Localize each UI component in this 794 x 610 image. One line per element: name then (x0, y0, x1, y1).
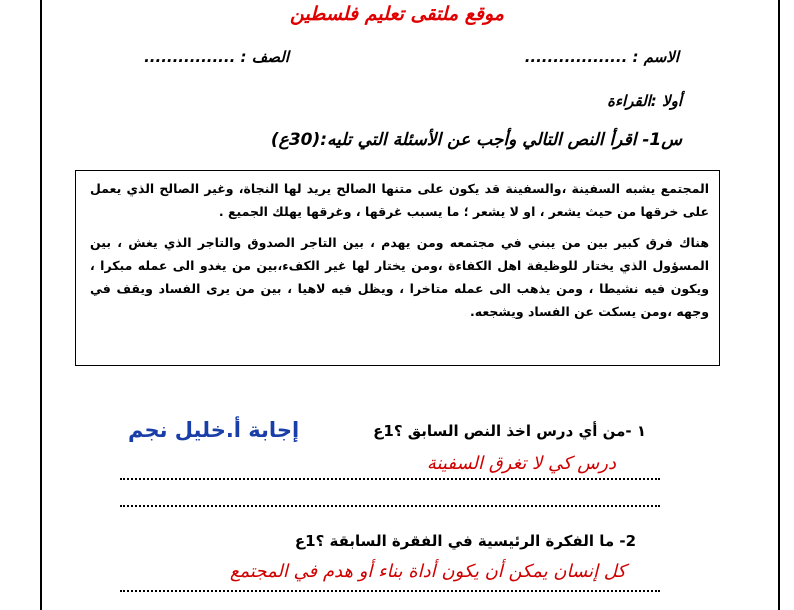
question-2-text: 2- ما الفكرة الرئيسية في الفقرة السابقة ؟1ع (294, 532, 636, 550)
reading-passage-box (75, 170, 720, 366)
answer-line (120, 505, 660, 507)
name-field-label: الاسم : .................. (524, 48, 679, 66)
answer-line (120, 590, 660, 592)
class-field-label: الصف : ................ (144, 48, 289, 66)
question-1-answer: درس كي لا تغرق السفينة (426, 453, 616, 474)
answer-by-label: إجابة أ.خليل نجم (128, 418, 300, 442)
question-main-title: س1- اقرأ النص التالي وأجب عن الأسئلة التي تليه:(30ع) (270, 130, 682, 150)
question-1-text: ١ -من أي درس اخذ النص السابق ؟1ع (373, 422, 646, 440)
answer-line (120, 478, 660, 480)
question-2-answer: كل إنسان يمكن أن يكون أداة بناء أو هدم في المجتمع (229, 561, 626, 582)
passage-paragraph-2: هناك فرق كبير بين من يبني في مجتمعه ومن يهدم ، بين التاجر الصدوق والتاجر الذي يغش ، بين المسؤول الذي يختار للوظيفة اهل الكفاءة ،ومن يختار لها غير الكفء،بين من يغدو الى عمله مبكرا ، ويكون فيه نشيطا ، ومن يذهب الى عمله متاخرا ، ويظل فيه لاهيا ، بين من يرى الفساد ويقف في وجهه ،ومن يسكت عن الفساد ويشجعه. (90, 235, 709, 319)
site-title: موقع ملتقى تعليم فلسطين (290, 3, 504, 25)
section-title: أولا :القراءة (607, 92, 682, 110)
passage-paragraph-1: المجتمع يشبه السفينة ،والسفينة قد يكون على متنها الصالح يريد لها النجاة، وغير الصالح الذي يعمل على خرقها من حيث يشعر ، او لا يشعر ؛ ما يسبب غرقها ، وغرقها يهلك الجميع . (90, 181, 709, 219)
